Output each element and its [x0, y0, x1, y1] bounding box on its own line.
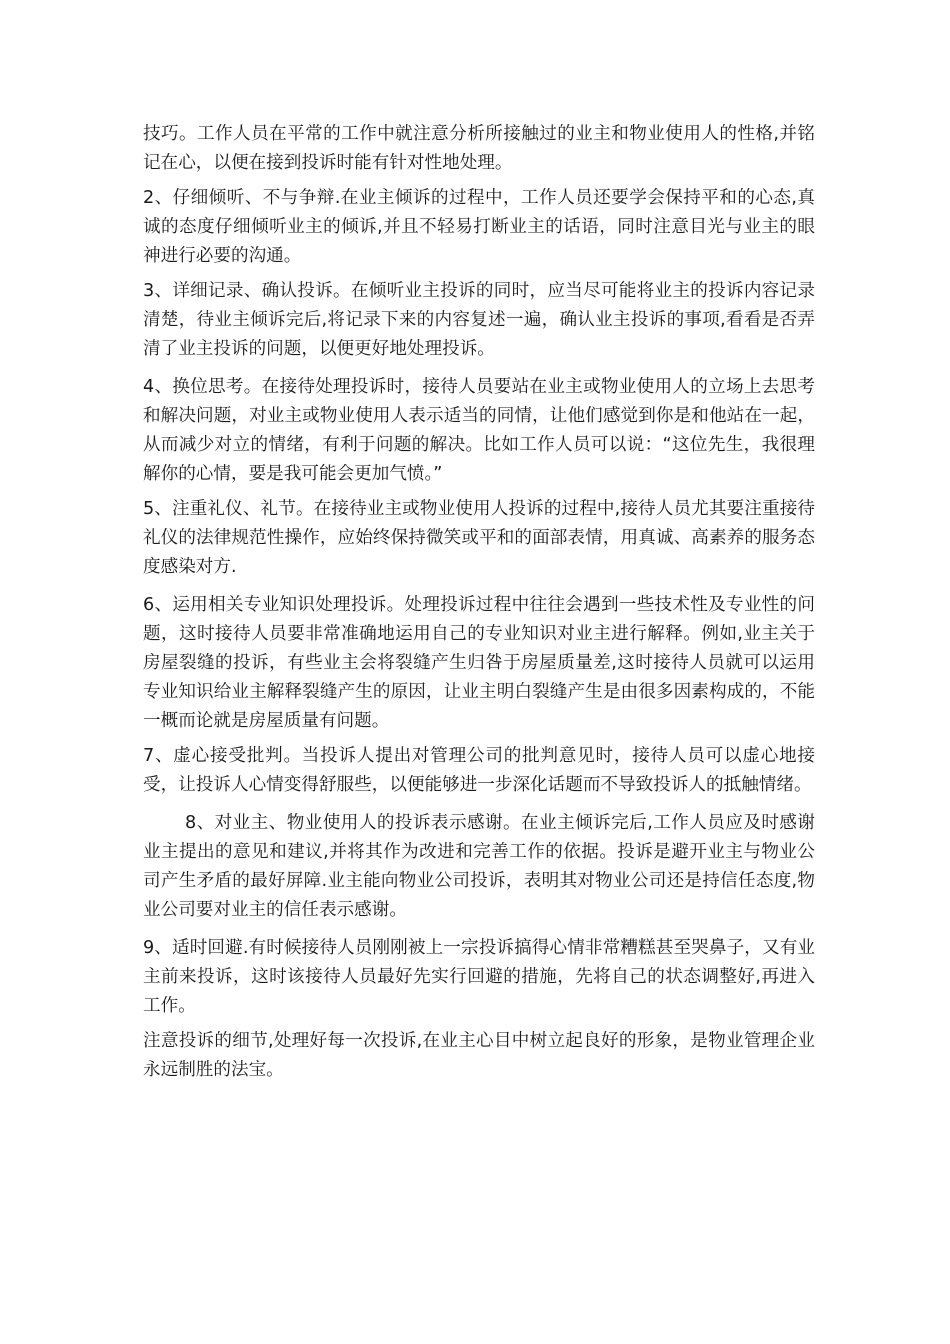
paragraph-item-3: 3、详细记录、确认投诉。在倾听业主投诉的同时，应当尽可能将业主的投诉内容记录清楚，待业主倾诉完后,将记录下来的内容复述一遍，确认业主投诉的事项,看看是否弄清了业主投诉的问题，以便更好地处理投诉。: [143, 281, 815, 359]
paragraph-item-5: 5、注重礼仪、礼节。在接待业主或物业使用人投诉的过程中,接待人员尤其要注重接待礼仪的法律规范性操作，应始终保持微笑或平和的面部表情，用真诚、高素养的服务态度感染对方.: [143, 499, 815, 577]
paragraph-item-2: 2、仔细倾听、不与争辩.在业主倾诉的过程中，工作人员还要学会保持平和的心态,真诚的态度仔细倾听业主的倾诉,并且不轻易打断业主的话语，同时注意目光与业主的眼神进行必要的沟通。: [143, 188, 815, 266]
document-body: [143, 120, 815, 1085]
paragraph-item-9: 9、适时回避.有时候接待人员刚刚被上一宗投诉搞得心情非常糟糕甚至哭鼻子，又有业主前来投诉，这时该接待人员最好先实行回避的措施，先将自己的状态调整好,再进入工作。: [143, 938, 815, 1016]
paragraph-item-7: 7、虚心接受批判。当投诉人提出对管理公司的批判意见时，接待人员可以虚心地接受，让投诉人心情变得舒服些，以便能够进一步深化话题而不导致投诉人的抵触情绪。: [143, 746, 815, 795]
paragraph-intro-continuation: 技巧。工作人员在平常的工作中就注意分析所接触过的业主和物业使用人的性格,并铭记在心，以便在接到投诉时能有针对性地处理。: [143, 124, 815, 173]
paragraph-conclusion: 注意投诉的细节,处理好每一次投诉,在业主心目中树立起良好的形象，是物业管理企业永远制胜的法宝。: [143, 1031, 815, 1080]
paragraph-item-4: 4、换位思考。在接待处理投诉时，接待人员要站在业主或物业使用人的立场上去思考和解决问题，对业主或物业使用人表示适当的同情，让他们感觉到你是和他站在一起，从而减少对立的情绪，有利于问题的解决。比如工作人员可以说：“这位先生，我很理解你的心情，要是我可能会更加气愤。”: [143, 377, 815, 484]
paragraph-item-6: 6、运用相关专业知识处理投诉。处理投诉过程中往往会遇到一些技术性及专业性的问题，这时接待人员要非常准确地运用自己的专业知识对业主进行解释。例如,业主关于房屋裂缝的投诉，有些业主会将裂缝产生归咎于房屋质量差,这时接待人员就可以运用专业知识给业主解释裂缝产生的原因，让业主明白裂缝产生是由很多因素构成的，不能一概而论就是房屋质量有问题。: [143, 595, 815, 731]
paragraph-item-8: 8、对业主、物业使用人的投诉表示感谢。在业主倾诉完后,工作人员应及时感谢业主提出的意见和建议,并将其作为改进和完善工作的依据。投诉是避开业主与物业公司产生矛盾的最好屏障.业主能向物业公司投诉，表明其对物业公司还是持信任态度,物业公司要对业主的信任表示感谢。: [143, 813, 815, 920]
